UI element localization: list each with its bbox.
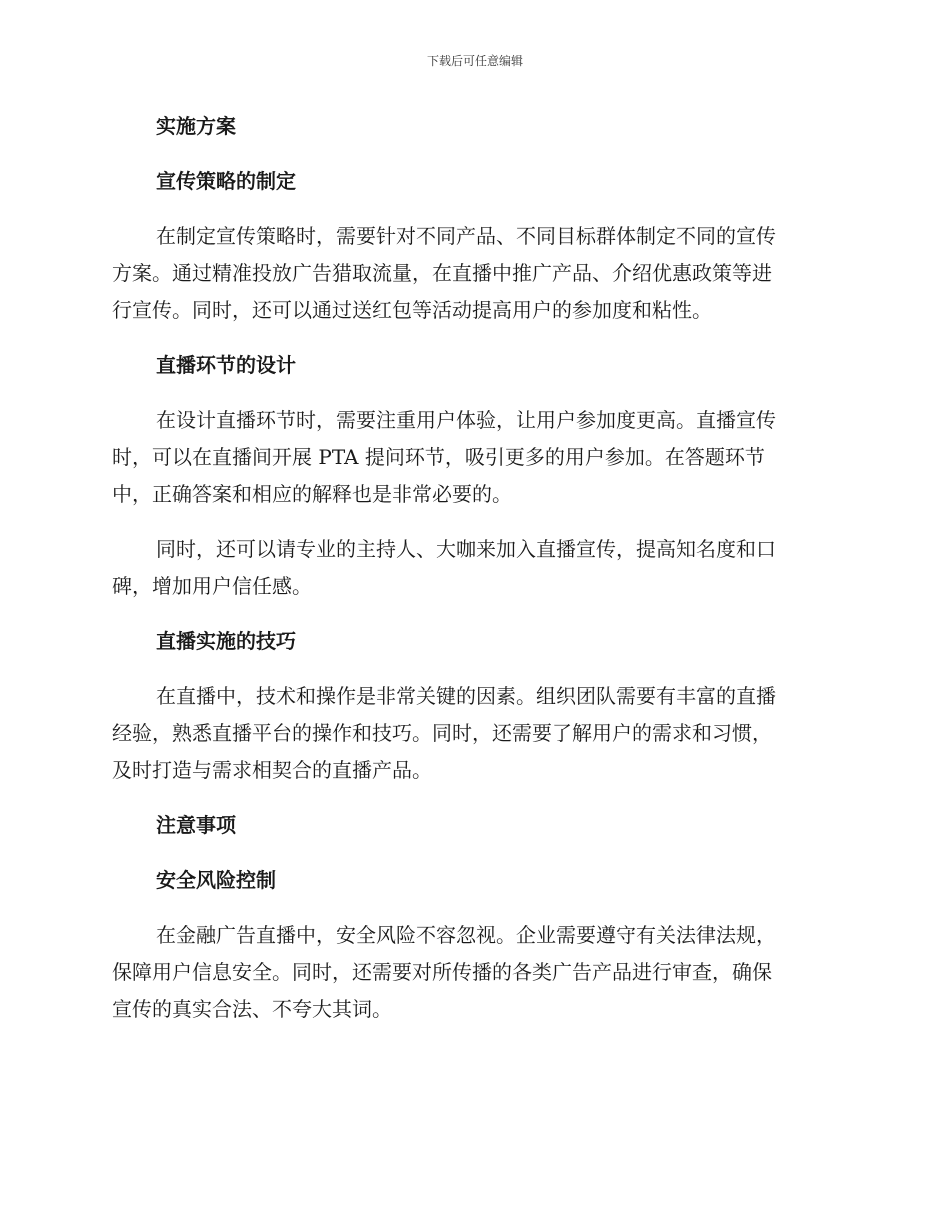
paragraph-line: 保障用户信息安全。同时，还需要对所传播的各类广告产品进行审查，确保 xyxy=(112,960,772,984)
section-heading: 安全风险控制 xyxy=(156,868,276,892)
section-heading: 直播实施的技巧 xyxy=(156,629,296,653)
paragraph-line: 在金融广告直播中，安全风险不容忽视。企业需要遵守有关法律法规， xyxy=(156,923,776,947)
paragraph-line: 在制定宣传策略时，需要针对不同产品、不同目标群体制定不同的宣传 xyxy=(156,224,776,248)
paragraph-line: 行宣传。同时，还可以通过送红包等活动提高用户的参加度和粘性。 xyxy=(112,298,712,322)
paragraph xyxy=(112,917,832,1028)
paragraph xyxy=(112,531,832,605)
paragraph xyxy=(112,402,832,513)
paragraph-line: 及时打造与需求相契合的直播产品。 xyxy=(112,758,432,782)
paragraph-line: 在直播中，技术和操作是非常关键的因素。组织团队需要有丰富的直播 xyxy=(156,684,776,708)
paragraph-line: 同时，还可以请专业的主持人、大咖来加入直播宣传，提高知名度和口 xyxy=(156,537,776,561)
paragraph-line: 在设计直播环节时，需要注重用户体验，让用户参加度更高。直播宣传 xyxy=(156,408,776,432)
document-body xyxy=(112,108,832,1046)
paragraph-line: 经验，熟悉直播平台的操作和技巧。同时，还需要了解用户的需求和习惯， xyxy=(112,721,772,745)
page-header: 下载后可任意编辑 xyxy=(426,54,523,68)
section-heading: 直播环节的设计 xyxy=(156,353,296,377)
paragraph-line: 宣传的真实合法、不夸大其词。 xyxy=(112,997,392,1021)
section-heading: 实施方案 xyxy=(156,114,236,138)
paragraph xyxy=(112,678,832,789)
section-heading: 宣传策略的制定 xyxy=(156,169,296,193)
paragraph-line: 中，正确答案和相应的解释也是非常必要的。 xyxy=(112,482,512,506)
paragraph-line: 时，可以在直播间开展 PTA 提问环节，吸引更多的用户参加。在答题环节 xyxy=(112,445,765,469)
paragraph xyxy=(112,218,832,329)
paragraph-line: 碑，增加用户信任感。 xyxy=(112,574,312,598)
paragraph-line: 方案。通过精准投放广告猎取流量，在直播中推广产品、介绍优惠政策等进 xyxy=(112,261,772,285)
section-heading: 注意事项 xyxy=(156,813,236,837)
